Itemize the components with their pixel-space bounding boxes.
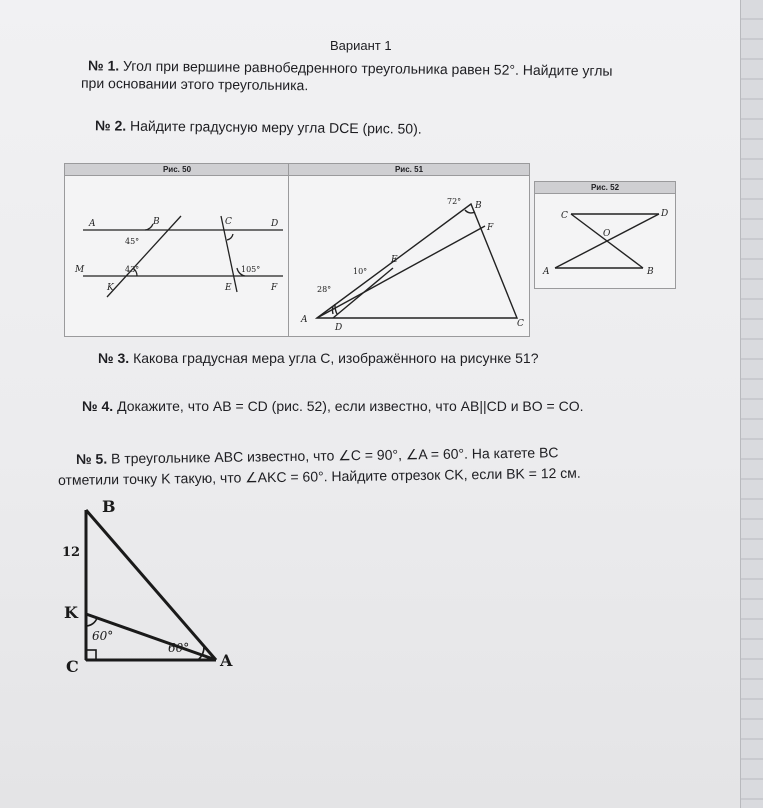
fig50-label-f: F	[271, 283, 278, 293]
figure-51-caption: Рис. 51	[289, 164, 529, 176]
figure-52-caption: Рис. 52	[535, 182, 675, 194]
task5-angle-cab: 60°	[168, 641, 190, 655]
task5-label-a: A	[220, 651, 233, 670]
problem-5-text-1: В треугольнике ABC известно, что ∠C = 90°, ∠A = 60°. На катете BC	[110, 444, 559, 467]
fig52-segment-da	[555, 214, 659, 268]
figure-52-panel	[534, 181, 676, 289]
problem-4-number: № 4.	[82, 398, 114, 414]
fig51-label-e: E	[391, 255, 398, 265]
problem-2-text: Найдите градусную меру угла DCE (рис. 50).	[129, 117, 422, 137]
fig51-label-d: D	[335, 323, 343, 333]
task5-angle-akc: 60°	[92, 629, 114, 643]
problem-3-number: № 3.	[98, 350, 130, 366]
problem-4-text: Докажите, что AB = CD (рис. 52), если известно, что AB||CD и BO = CO.	[117, 398, 584, 414]
fig50-label-d: D	[271, 219, 279, 229]
fig51-label-f: F	[487, 223, 494, 233]
task5-arc-akc	[86, 618, 97, 626]
fig51-arc-28b	[335, 304, 337, 314]
fig52-label-c: C	[561, 211, 568, 221]
task5-length-bk: 12	[62, 545, 81, 560]
figure-51-panel	[288, 163, 530, 337]
problem-3-text: Какова градусная мера угла C, изображённого на рисунке 51?	[133, 350, 539, 366]
task5-label-b: B	[102, 497, 116, 516]
figure-52-drawing	[535, 182, 675, 288]
fig50-angle-105: 105°	[241, 265, 261, 274]
fig50-label-a: A	[89, 219, 96, 229]
figure-50-drawing	[65, 164, 289, 336]
problem-5-text-2: отметили точку K такую, что ∠AKC = 60°. Найдите отрезок CK, если BK = 12 см.	[57, 464, 581, 488]
problem-5-line-1	[76, 444, 559, 468]
variant-title: Вариант 1	[330, 38, 392, 53]
fig51-label-c: C	[517, 319, 524, 329]
fig52-label-a: A	[543, 267, 550, 277]
fig51-angle-72: 72°	[447, 197, 462, 206]
task5-figure	[54, 492, 254, 692]
fig51-segment-af	[317, 226, 485, 318]
background-edge	[740, 0, 763, 808]
fig50-label-k: K	[107, 283, 114, 293]
fig50-transversal-kb	[107, 216, 181, 297]
figure-50-panel	[64, 163, 290, 337]
fig50-label-b: B	[153, 217, 160, 227]
problem-2-number: № 2.	[94, 117, 127, 134]
problem-4-line	[82, 398, 584, 414]
fig51-label-a: A	[301, 315, 308, 325]
fig51-arc-28	[332, 306, 333, 314]
fig50-arc-45	[145, 224, 153, 230]
fig50-arc-dce	[227, 234, 233, 240]
fig50-label-c: C	[225, 217, 232, 227]
problem-3-line	[98, 350, 539, 366]
task5-label-k: K	[64, 603, 78, 622]
problem-1-text-2: при основании этого треугольника.	[80, 74, 309, 94]
fig52-label-b: B	[647, 267, 654, 277]
problem-2-line	[95, 117, 422, 136]
fig51-angle-28: 28°	[317, 285, 332, 294]
figure-50-caption: Рис. 50	[65, 164, 289, 176]
fig52-label-o: O	[603, 229, 611, 239]
fig51-angle-10: 10°	[353, 267, 368, 276]
figure-51-drawing	[289, 164, 529, 336]
fig50-angle-45: 45°	[125, 237, 140, 246]
problem-5-number: № 5.	[75, 450, 108, 467]
fig50-label-e: E	[225, 283, 232, 293]
task5-label-c: C	[66, 657, 79, 676]
fig50-label-m: M	[75, 265, 85, 275]
fig50-angle-43: 43°	[125, 265, 140, 274]
fig50-transversal-ce	[221, 216, 237, 292]
problem-1-text-1: Угол при вершине равнобедренного треугольника равен 52°. Найдите углы	[122, 57, 613, 79]
problem-1-number: № 1.	[87, 57, 120, 74]
fig52-label-d: D	[661, 209, 669, 219]
fig51-label-b: B	[475, 201, 482, 211]
